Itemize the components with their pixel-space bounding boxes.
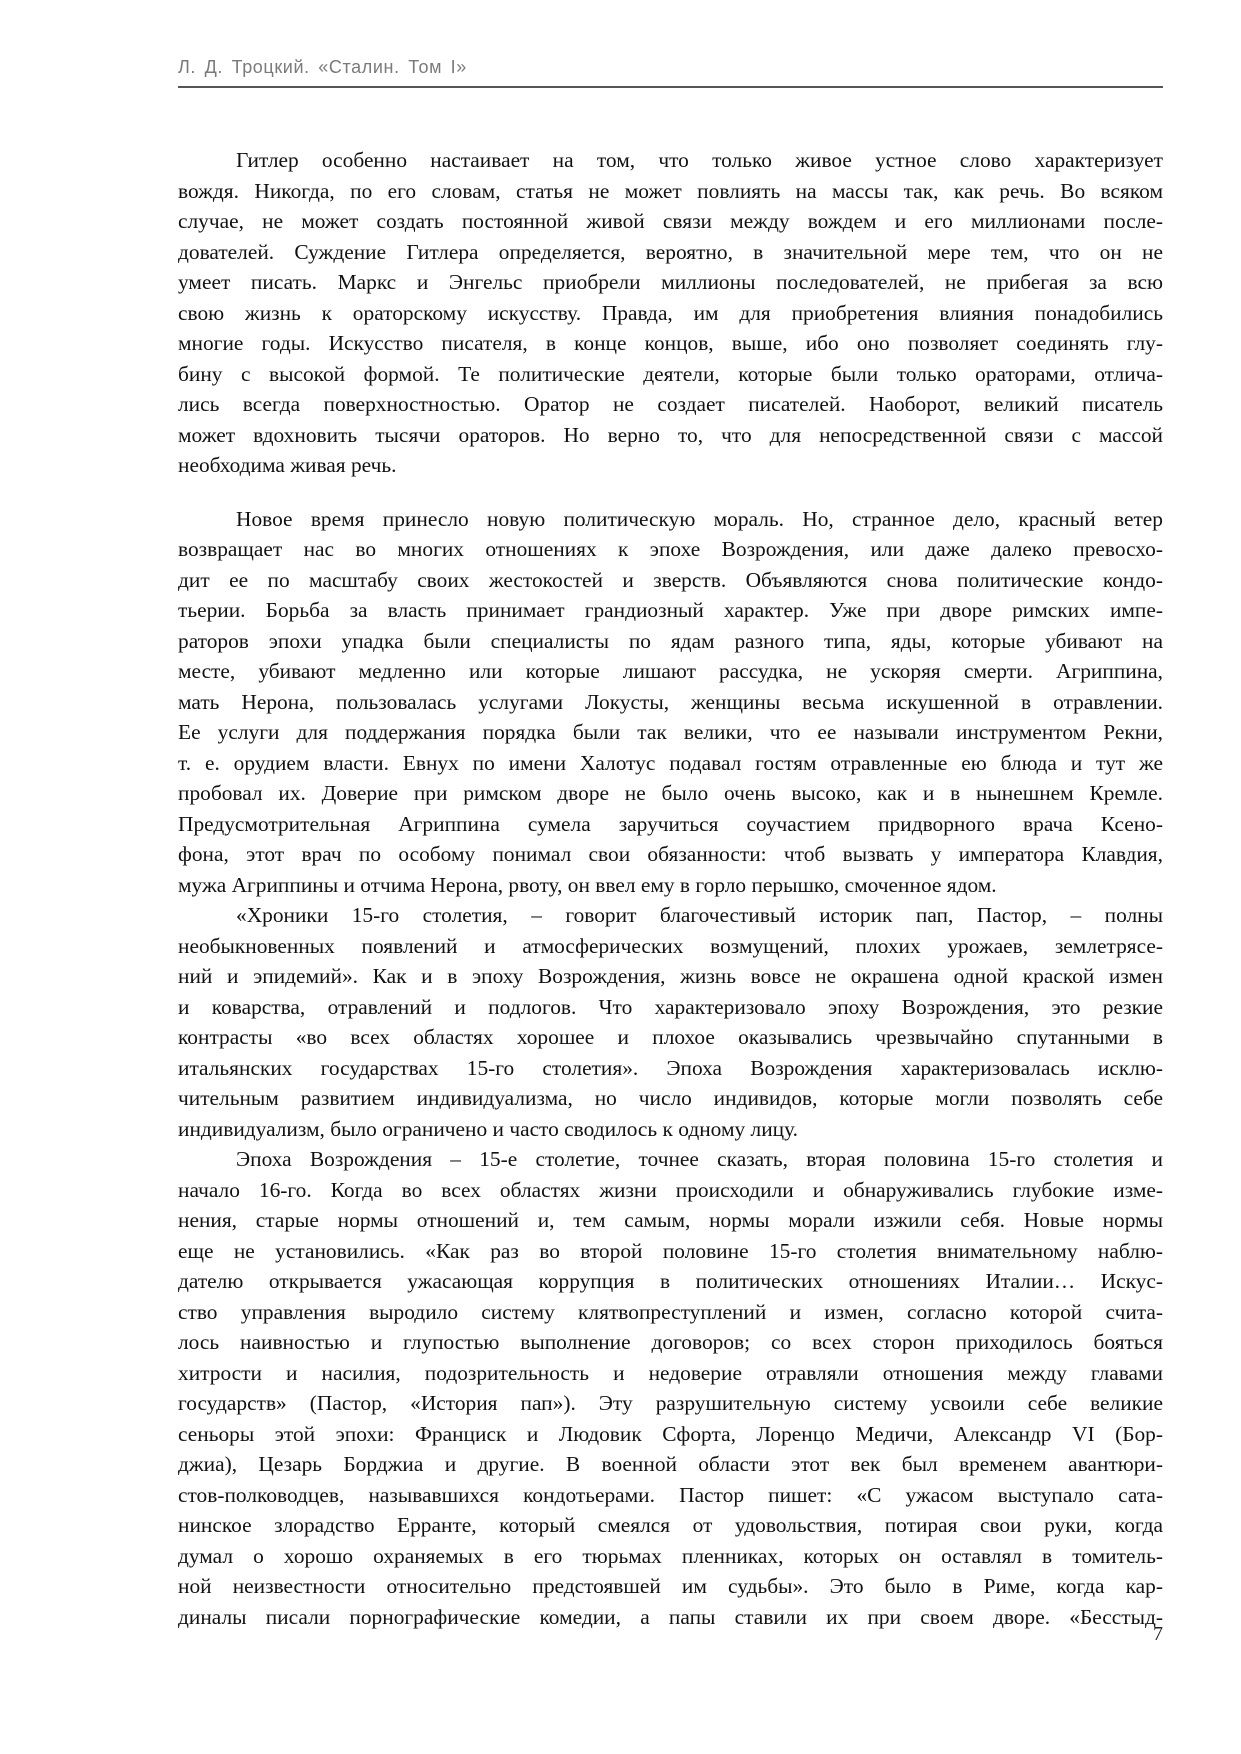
- text-line: государств» (Пастор, «История пап»). Эту разрушительную систему усвоили себе великие: [178, 1391, 1163, 1415]
- page-number: 7: [1153, 1623, 1163, 1645]
- text-line: случае, не может создать постоянной живой связи между вождем и его миллионами после-: [178, 209, 1163, 233]
- text-line: нения, старые нормы отношений и, тем самым, нормы морали изжили себя. Новые нормы: [178, 1208, 1163, 1232]
- text-line: бину с высокой формой. Те политические деятели, которые были только ораторами, отлича-: [178, 361, 1163, 386]
- text-line: джиа), Цезарь Борджиа и другие. В военной области этот век был временем авантюри-: [178, 1452, 1163, 1476]
- text-line: многие годы. Искусство писателя, в конце концов, выше, ибо оно позволяет соединять глу-: [178, 331, 1163, 355]
- text-line: индивидуализм, было ограничено и часто сводилось к одному лицу.: [178, 1116, 799, 1141]
- page-body: [178, 145, 1163, 1632]
- running-header: [178, 56, 1163, 88]
- text-line: возвращает нас во многих отношениях к эпохе Возрождения, или даже далеко превосхо-: [178, 537, 1163, 561]
- text-line: месте, убивают медленно или которые лишают рассудка, не ускоряя смерти. Агриппина,: [178, 659, 1163, 683]
- text-line: итальянских государствах 15-го столетия». Эпоха Возрождения характеризовалась исклю-: [178, 1055, 1163, 1080]
- text-line: сеньоры этой эпохи: Франциск и Людовик Сфорта, Лоренцо Медичи, Александр VI (Бор-: [178, 1421, 1163, 1446]
- paragraph-hitler-oratory: [178, 145, 1163, 481]
- text-line: начало 16-го. Когда во всех областях жизни происходили и обнаруживались глубокие изме-: [178, 1177, 1163, 1202]
- text-line: Новое время принесло новую политическую мораль. Но, странное дело, красный ветер: [236, 506, 1163, 531]
- text-line: ство управления выродило систему клятвопреступлений и измен, согласно которой счита-: [178, 1299, 1163, 1324]
- text-line: вождя. Никогда, по его словам, статья не может повлиять на массы так, как речь. Во всяком: [178, 178, 1163, 203]
- text-line: мать Нерона, пользовалась услугами Локусты, женщины весьма искушенной в отравлении.: [178, 689, 1163, 714]
- text-line: Гитлер особенно настаивает на том, что только живое устное слово характеризует: [236, 148, 1163, 172]
- text-line: хитрости и насилия, подозрительность и недоверие отравляли отношения между главами: [178, 1360, 1163, 1385]
- text-line: стов-полководцев, называвшихся кондотьерами. Пастор пишет: «С ужасом выступало сата-: [178, 1482, 1163, 1507]
- text-line: диналы писали порнографические комедии, а папы ставили их при своем дворе. «Бесстыд-: [178, 1604, 1163, 1629]
- text-line: умеет писать. Маркс и Энгельс приобрели миллионы последователей, не прибегая за всю: [178, 270, 1163, 294]
- text-line: пробовал их. Доверие при римском дворе не было очень высоко, как и в нынешнем Кремле.: [178, 781, 1163, 805]
- text-line: и коварства, отравлений и подлогов. Что характеризовало эпоху Возрождения, это резкие: [178, 994, 1163, 1019]
- text-line: думал о хорошо охраняемых в его тюрьмах пленниках, которых он оставлял в томитель-: [178, 1543, 1163, 1568]
- text-line: нинское злорадство Ерранте, который смеялся от удовольствия, потирая свои руки, когда: [178, 1513, 1163, 1537]
- text-line: мужа Агриппины и отчима Нерона, рвоту, он ввел ему в горло перышко, смоченное ядом.: [178, 872, 997, 897]
- running-title: Л. Д. Троцкий. «Сталин. Том I»: [178, 57, 467, 77]
- text-line: «Хроники 15-го столетия, – говорит благочестивый историк пап, Пастор, – полны: [236, 903, 1163, 927]
- text-line: дит ее по масштабу своих жестокостей и зверств. Объявляются снова политические кондо-: [178, 567, 1163, 592]
- paragraph-chronicles-15th-century: [178, 900, 1163, 1144]
- header-rule: [178, 86, 1163, 88]
- text-line: свою жизнь к ораторскому искусству. Правда, им для приобретения влияния понадобились: [178, 300, 1163, 325]
- text-line: ний и эпидемий». Как и в эпоху Возрождения, жизнь вовсе не окрашена одной краской измен: [178, 964, 1163, 988]
- text-line: лись всегда поверхностностью. Оратор не создает писателей. Наоборот, великий писатель: [178, 392, 1163, 416]
- text-line: лось наивностью и глупостью выполнение договоров; со всех сторон приходилось бояться: [178, 1330, 1163, 1354]
- text-line: дателю открывается ужасающая коррупция в политических отношениях Италии… Искус-: [178, 1269, 1163, 1293]
- text-line: может вдохновить тысячи ораторов. Но верно то, что для непосредственной связи с массой: [178, 422, 1163, 447]
- text-line: необыкновенных появлений и атмосферических возмущений, плохих урожаев, землетрясе-: [178, 933, 1163, 958]
- text-line: фона, этот врач по особому понимал свои обязанности: чтоб вызвать у императора Клавдия,: [178, 842, 1163, 866]
- text-line: еще не установились. «Как раз во второй половине 15-го столетия внимательному наблю-: [178, 1238, 1163, 1263]
- paragraph-renaissance-epoch: [178, 1144, 1163, 1632]
- text-line: контрасты «во всех областях хорошее и плохое оказывались чрезвычайно спутанными в: [178, 1025, 1163, 1049]
- paragraph-new-political-morality: [178, 504, 1163, 901]
- text-line: Предусмотрительная Агриппина сумела заручиться соучастием придворного врача Ксено-: [178, 811, 1163, 836]
- text-line: Ее услуги для поддержания порядка были так велики, что ее называли инструментом Рекни,: [178, 720, 1163, 744]
- section-gap: [178, 481, 1163, 504]
- text-line: ной неизвестности относительно предстоявшей им судьбы». Это было в Риме, когда кар-: [178, 1574, 1163, 1598]
- text-line: дователей. Суждение Гитлера определяется, вероятно, в значительной мере тем, что он не: [178, 239, 1163, 264]
- text-line: т. е. орудием власти. Евнух по имени Халотус подавал гостям отравленные ею блюда и тут же: [178, 750, 1163, 775]
- text-line: тьерии. Борьба за власть принимает грандиозный характер. Уже при дворе римских импе-: [178, 598, 1163, 622]
- text-line: необходима живая речь.: [178, 453, 397, 477]
- text-line: чительным развитием индивидуализма, но число индивидов, которые могли позволять себе: [178, 1086, 1163, 1110]
- text-line: Эпоха Возрождения – 15-е столетие, точнее сказать, вторая половина 15-го столетия и: [236, 1147, 1163, 1171]
- text-line: раторов эпохи упадка были специалисты по ядам разного типа, яды, которые убивают на: [178, 628, 1163, 653]
